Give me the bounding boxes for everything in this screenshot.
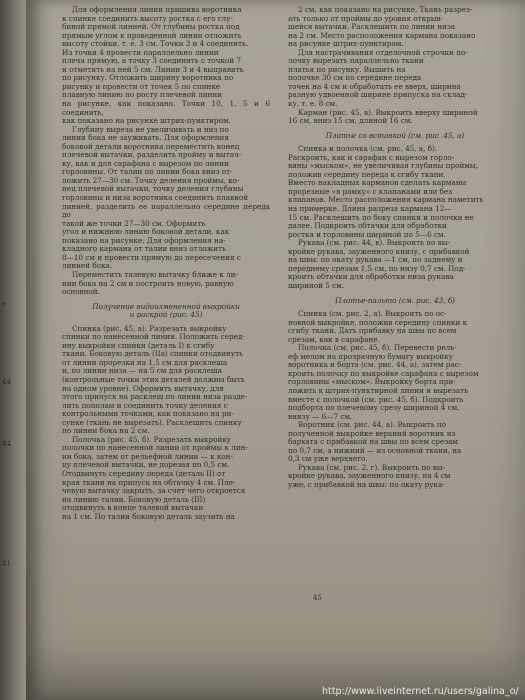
margin-fragment: 41: [2, 560, 11, 568]
margin-fragment: 44: [2, 440, 11, 448]
page-number: 45: [313, 594, 322, 602]
previous-page-edge: [0, 0, 28, 700]
paragraph: Переместить талевую вытачку ближе к ли- нии бока на 2 см и построить новую, равную основной.: [62, 269, 238, 297]
paragraph: Воротник (см. рис. 44, а). Выкроить по полученной выкройке верхний воротник из бархата с прибавкой на швы по всем срезам по 0,7 см, а нижний — из основной ткани, на 0,3 см уже верхнего.: [288, 420, 462, 464]
section-heading: Получение видоизмененной выкройки и раскрой (рис. 45): [92, 301, 240, 320]
paragraph: Для оформления линии пришива воротника к спинке соединить высоту ростка с его глу- биной прямой линией. От глубины ростка под прямым углом к проведенной линии отложить высоту стойки, т. е. 3 см. Точки 3 и 4 соединить. Из точки 4 провести параллельно линии плеча прямую, а точку 3 соединить с точкой 7 и отметить на ней 5 см. Линии 3 и 4 выправить по рисунку. Отложить ширину воротника по рисунку и провести от точек 5 по спинке плавную линию по росту плечевой линии на рисунке, как показано. Точки 10, 1, 5 и 6 соединить, как показано на рисунке штрих-пунктиром.: [62, 5, 270, 126]
paragraph: Спинка и полочка (см. рис. 45, а, б). Раскроить, как и сарафан с вырезом горло- вины «мыском», не увеличивая глубины проймы, положив середину переда к сгибу ткани. Вместо накладных карманов сделать карманы прорезные «в рамку» с клапанами или без клапанов. Место расположения кармана наметить на примерке. Длина разреза кармана 12— 15 см. Расклешить по боку спинки и полочки не далее. Подкроить обтачки для обработки ростка и горловины шириной по 5—6 см.: [288, 144, 484, 239]
right-text-column: [288, 6, 502, 490]
left-text-column: [62, 6, 270, 521]
section-heading: Платье-пальто (см. рис. 43, б): [335, 295, 455, 305]
watermark-url: http://www.liveinternet.ru/users/galina_o/: [322, 686, 519, 697]
paragraph: Полочка (рис. 45, б). Разрезать выкройку полочки по нанесенной линии от проймы к лин- ии бока, затем от рельефной линии — к кон- цу плечевой вытачки, не дорезая по 0,5 см. Отодвинуть середину переда (деталь II) от края ткани на припуск на обтачку 4 см. Пле- чевую вытачку закрыть, за счет чего откроется на линию талии. Боковую деталь (III) отодвинуть в конце талевой вытачки на 1 см. По талии боковую деталь заузить на: [62, 434, 248, 521]
paragraph: Полочка (см. рис. 45, б). Перевести рель- еф мелом на прозрачную бумагу выкройку воротника и борта (см. рис. 44, а), затем рас- кроить полочку по выкройке сарафана с вырезом горловины «мыском». Выкройку борта при- ложить к штрих-пунктирной линии и вырезать вместе с полочкой (см. рис. 45, б). Подкроить подборта по плечевому срезу шириной 4 см, внизу — 6—7 см.: [288, 343, 479, 421]
book-page: [26, 0, 525, 700]
paragraph: Глубину выреза не увеличивать и низ по линии бока не зауживать. Для оформления боковой детали воротника переместить конец плечевой вытачки, разделить пройму и вытач- ку, как и для сарафана с вырезом по линии горловины. От талии по линии бока вниз от- ложить 27—30 см. Точку деления проймы, ко- нец плечевой вытачки, точку деления глубины горловины и низа воротника соединить плавной линией, разделить ее параллельно середине переда до такой же точки 27—30 см. Оформить угол и нижнюю линию боковой детали, как показано на рисунке. Для оформления на- кладного кармана от талии вниз отложить 8—10 см и провести прямую до пересечения с линией бока.: [62, 124, 270, 271]
paragraph: Рукава (см. рис. 2, г). Выкроить по вы- кройке рукава, зауженного книзу, на 4 см уже, с прибавкой на швы: по окату рука-: [288, 462, 451, 489]
paragraph: Карман (рис. 45, в). Выкроить вверху шириной 16 см, вниз 15 см, длиной 16 см.: [288, 107, 478, 126]
paragraph: Для настрачивания отделочной строчки по- лочку вырезать параллельно ткани платья по рисунку. Вышить на полочке 30 см по середине переда точек на 4 см и обработать ее вверх, ширина разную удвоенной ширине припуска на склад- ку, т. е. 8 см.: [288, 47, 468, 109]
paragraph: Рукава (см. рис. 44, в). Выкроить по вы- кройке рукава, зауженного книзу, с прибавкой на швы: по окату рукава —1 см, по заднему и переднему срезам 1,5 см, по низу 0,7 см. Под- кроить обтачки для обработки низа рукава шириной 5 см.: [288, 238, 470, 290]
margin-fragment: 44: [2, 378, 11, 386]
margin-fragment: е: [2, 300, 7, 308]
section-heading: Платье со вставкой (см. рис. 45, а): [325, 130, 465, 140]
paragraph: Спинка (рис. 45, а). Разрезать выкройку спинки по нанесенной линии. Положить серед- ину выкройки спинки (деталь I) к сгибу ткани. Боковую деталь (IIа) спинки отодвинуть от линии прорезки на 1,5 см для расклеша и, по линии низа — на 5 см для расклеша (контрольные точки этих деталей должны быть на одном уровне). Оформить вытачку, для этого припуск на расклеш по линии низа разде- лить пополам и соединить точку деления с контрольными точками, как показано на ри- сунке (ткань не вырезать). Расклешить спинку по линии бока на 2 см.: [62, 323, 248, 436]
paragraph: Спинка (см. рис. 2, а). Выкроить по ос- новной выкройке, положив середину спинки к сгибу ткани. Дать прибавку на швы по всем срезам, как в сарафане.: [288, 309, 468, 344]
paragraph: 2 см, как показано на рисунке. Ткань разрез- ать только от проймы до уровня открыв- шейся вытачки. Расклешить по линии низа на 2 см. Место расположения кармана показано на рисунке штрих-пунктиром.: [288, 5, 476, 49]
